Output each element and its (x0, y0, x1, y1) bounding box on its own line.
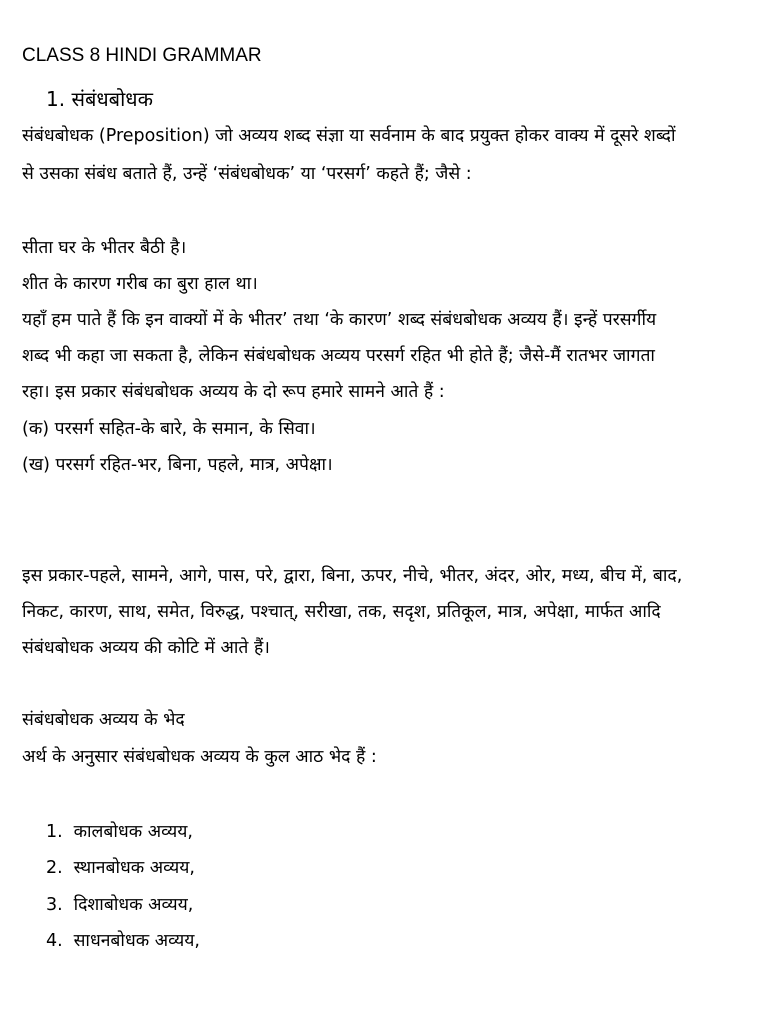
example-sentence-2: शीत के कारण गरीब का बुरा हाल था। (22, 274, 258, 294)
page-title: CLASS 8 HINDI GRAMMAR (22, 45, 262, 66)
intro-line-2: से उसका संबंध बताते हैं, उन्हें ‘संबंधबोधक’ या ‘परसर्ग’ कहते हैं; जैसे : (22, 164, 472, 184)
explanation-line-1: यहाँ हम पाते हैं कि इन वाक्यों में के भीतर’ तथा ‘के कारण’ शब्द संबंधबोधक अव्यय हैं। इन्हें परसर्गीय (22, 310, 657, 330)
list-item-number: 1. (46, 822, 63, 842)
list-item (46, 820, 193, 844)
list-item (46, 929, 200, 953)
list-item-number: 3. (46, 895, 63, 915)
list-item-number: 2. (46, 858, 63, 878)
intro-line-1: संबंधबोधक (Preposition) जो अव्यय शब्द संज्ञा या सर्वनाम के बाद प्रयुक्त होकर वाक्य में दूसरे शब्दों (22, 126, 676, 146)
list-item (46, 856, 195, 880)
list-item-text: दिशाबोधक अव्यय, (73, 895, 194, 915)
types-heading: संबंधबोधक अव्यय के भेद (22, 710, 185, 730)
explanation-line-5: (ख) परसर्ग रहित-भर, बिना, पहले, मात्र, अपेक्षा। (22, 455, 333, 475)
explanation-line-2: शब्द भी कहा जा सकता है, लेकिन संबंधबोधक अव्यय परसर्ग रहित भी होते हैं; जैसे-मैं रातभर जागता (22, 346, 655, 366)
section-heading: 1. संबंधबोधक (46, 87, 153, 111)
list-item (46, 893, 193, 917)
list-item-number: 4. (46, 931, 63, 951)
example-sentence-1: सीता घर के भीतर बैठी है। (22, 238, 187, 258)
explanation-line-4: (क) परसर्ग सहित-के बारे, के समान, के सिवा। (22, 419, 316, 439)
word-list-line-2: निकट, कारण, साथ, समेत, विरुद्ध, पश्चात्, सरीखा, तक, सदृश, प्रतिकूल, मात्र, अपेक्षा, मार्फत आदि (22, 602, 661, 622)
list-item-text: साधनबोधक अव्यय, (73, 931, 200, 951)
list-item-text: स्थानबोधक अव्यय, (73, 858, 195, 878)
explanation-line-3: रहा। इस प्रकार संबंधबोधक अव्यय के दो रूप हमारे सामने आते हैं : (22, 382, 445, 402)
word-list-line-3: संबंधबोधक अव्यय की कोटि में आते हैं। (22, 638, 270, 658)
list-item-text: कालबोधक अव्यय, (73, 822, 193, 842)
word-list-line-1: इस प्रकार-पहले, सामने, आगे, पास, परे, द्वारा, बिना, ऊपर, नीचे, भीतर, अंदर, ओर, मध्य, बीच में, बाद, (22, 566, 683, 586)
types-intro: अर्थ के अनुसार संबंधबोधक अव्यय के कुल आठ भेद हैं : (22, 747, 377, 767)
